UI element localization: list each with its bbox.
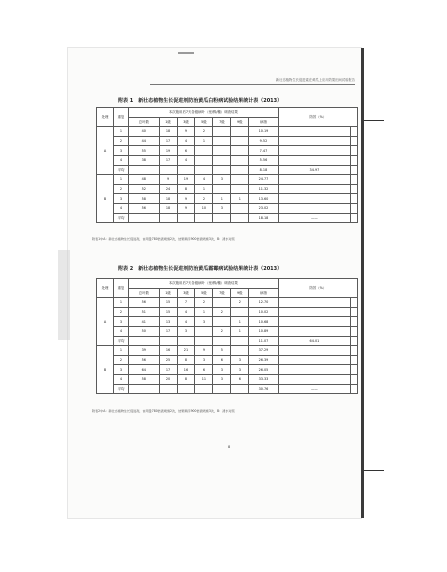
table-row bbox=[97, 307, 358, 317]
table-cell bbox=[129, 213, 160, 223]
table-row bbox=[97, 213, 358, 223]
table-row bbox=[97, 165, 358, 175]
table-cell: 10.68 bbox=[249, 317, 278, 327]
table-cell: 1 bbox=[231, 317, 249, 327]
table-cell: 19 bbox=[177, 175, 195, 185]
table-cell: 9 bbox=[177, 127, 195, 137]
edge-mark bbox=[364, 470, 384, 471]
table-cell: 3 bbox=[213, 365, 231, 375]
table-cell bbox=[177, 336, 195, 346]
column-header: 7级 bbox=[213, 288, 231, 298]
table-cell: 48 bbox=[129, 175, 160, 185]
table-cell: 1 bbox=[114, 175, 129, 185]
column-header: 本次施用后7天各级病叶（里/株/穗）调查结果 bbox=[129, 279, 279, 289]
table-cell: 4 bbox=[114, 155, 129, 165]
table-cell: 1 bbox=[114, 346, 129, 356]
table-cell: 4 bbox=[177, 155, 195, 165]
table-cell: 17 bbox=[159, 326, 177, 336]
table-cell: 2 bbox=[195, 194, 213, 204]
table-cell: 64.01 bbox=[278, 336, 350, 346]
table-cell: 平均 bbox=[114, 165, 129, 175]
column-header: 3级 bbox=[177, 288, 195, 298]
column-header: 9级 bbox=[231, 288, 249, 298]
table-cell bbox=[351, 326, 358, 336]
treatment-cell: A bbox=[97, 298, 114, 346]
table-cell bbox=[195, 336, 213, 346]
table-cell: 3 bbox=[231, 365, 249, 375]
table-cell: 44 bbox=[129, 136, 160, 146]
table-cell bbox=[351, 194, 358, 204]
table-cell bbox=[129, 336, 160, 346]
table-cell bbox=[278, 298, 350, 308]
table-cell: 50 bbox=[129, 326, 160, 336]
table2-note: 附表2中A：新壮态植物生长促进剂，亩用量780倍液喷施2次，结果顺序900倍液喷施3次，B：清水对照 bbox=[92, 409, 235, 413]
column-header: 本次施用后7天各级病叶（里/株/穗）调查结果 bbox=[129, 108, 279, 118]
table-cell: 56 bbox=[129, 298, 160, 308]
table-cell: 1 bbox=[231, 326, 249, 336]
column-header: 9级 bbox=[231, 117, 249, 127]
table-cell: 6 bbox=[231, 374, 249, 384]
table-cell: 7 bbox=[177, 298, 195, 308]
table-row bbox=[97, 346, 358, 356]
table-cell: 3 bbox=[231, 355, 249, 365]
table2-title: 附表 2 新壮态植物生长促进剂防治黄瓜霜霉病试验结果统计表（2013） bbox=[118, 266, 283, 272]
column-header: 处理 bbox=[97, 108, 114, 127]
table-cell: 41 bbox=[129, 317, 160, 327]
table-cell bbox=[278, 203, 350, 213]
table-cell bbox=[231, 384, 249, 394]
table-cell: 56 bbox=[129, 355, 160, 365]
edge-mark bbox=[364, 120, 384, 121]
table-row bbox=[97, 184, 358, 194]
table-cell: 4 bbox=[114, 203, 129, 213]
table-cell: 12.70 bbox=[249, 298, 278, 308]
table-cell bbox=[213, 165, 231, 175]
table-row bbox=[97, 127, 358, 137]
table-cell: 1 bbox=[231, 194, 249, 204]
table-cell bbox=[231, 203, 249, 213]
table-cell: 8 bbox=[177, 374, 195, 384]
table-cell bbox=[351, 307, 358, 317]
table-cell: 1 bbox=[195, 136, 213, 146]
table-row bbox=[97, 146, 358, 156]
table-header-row bbox=[97, 279, 358, 289]
table-row bbox=[97, 136, 358, 146]
table-cell bbox=[195, 165, 213, 175]
table-cell: 33.33 bbox=[249, 374, 278, 384]
table-cell bbox=[278, 155, 350, 165]
table-cell bbox=[278, 184, 350, 194]
table-cell: 17 bbox=[159, 155, 177, 165]
treatment-cell: B bbox=[97, 346, 114, 394]
table-cell: 64 bbox=[129, 365, 160, 375]
table-row bbox=[97, 155, 358, 165]
table-row bbox=[97, 326, 358, 336]
table-cell: 2 bbox=[195, 298, 213, 308]
table-cell: 8 bbox=[177, 355, 195, 365]
table-cell: 52 bbox=[129, 184, 160, 194]
table-cell: 18 bbox=[159, 127, 177, 137]
table-cell: 6 bbox=[195, 365, 213, 375]
table-cell: 5.56 bbox=[249, 155, 278, 165]
table-cell bbox=[213, 213, 231, 223]
table-cell bbox=[231, 213, 249, 223]
table-cell: 18 bbox=[159, 203, 177, 213]
table-cell: —— bbox=[278, 384, 350, 394]
table-row bbox=[97, 175, 358, 185]
table-cell: 40 bbox=[129, 127, 160, 137]
table-cell: 9.52 bbox=[249, 136, 278, 146]
table-cell bbox=[231, 175, 249, 185]
table-cell bbox=[278, 326, 350, 336]
column-header: 5级 bbox=[195, 117, 213, 127]
table-cell bbox=[231, 184, 249, 194]
table-cell: 38 bbox=[129, 155, 160, 165]
table-cell: 58 bbox=[129, 374, 160, 384]
table-cell: 9 bbox=[177, 194, 195, 204]
table-cell: 17 bbox=[159, 136, 177, 146]
column-header: 3级 bbox=[177, 117, 195, 127]
table-cell: 37.29 bbox=[249, 346, 278, 356]
table-cell: 51 bbox=[129, 307, 160, 317]
table-cell bbox=[351, 146, 358, 156]
table-cell bbox=[231, 127, 249, 137]
table-cell bbox=[351, 175, 358, 185]
table-cell: 平均 bbox=[114, 213, 129, 223]
table-cell: 11 bbox=[195, 374, 213, 384]
table-cell: 8.18 bbox=[249, 165, 278, 175]
table-row bbox=[97, 317, 358, 327]
table-cell: 6 bbox=[213, 355, 231, 365]
table-cell bbox=[177, 213, 195, 223]
table-cell: 18.18 bbox=[249, 213, 278, 223]
table-row bbox=[97, 203, 358, 213]
table-cell bbox=[159, 165, 177, 175]
table-row bbox=[97, 336, 358, 346]
table-cell: 10.89 bbox=[249, 326, 278, 336]
table-cell: 2 bbox=[213, 326, 231, 336]
table-row bbox=[97, 194, 358, 204]
table-cell bbox=[213, 317, 231, 327]
table-cell bbox=[351, 136, 358, 146]
table-cell bbox=[351, 165, 358, 175]
table-cell bbox=[177, 384, 195, 394]
table-cell bbox=[231, 146, 249, 156]
table-cell bbox=[278, 127, 350, 137]
table-cell bbox=[231, 346, 249, 356]
table-cell: 24 bbox=[159, 184, 177, 194]
table-row bbox=[97, 374, 358, 384]
column-header: 重复 bbox=[114, 279, 129, 298]
table-cell: 13.60 bbox=[249, 194, 278, 204]
table-cell: 6 bbox=[177, 146, 195, 156]
column-header: 总叶数 bbox=[129, 117, 160, 127]
table-cell bbox=[351, 365, 358, 375]
table-cell: 25 bbox=[159, 355, 177, 365]
table-cell bbox=[351, 184, 358, 194]
table-cell bbox=[278, 346, 350, 356]
table-cell: —— bbox=[278, 213, 350, 223]
table-cell bbox=[351, 203, 358, 213]
table-cell: 3 bbox=[213, 374, 231, 384]
table-cell bbox=[351, 127, 358, 137]
table-cell: 8 bbox=[177, 184, 195, 194]
table-cell bbox=[351, 317, 358, 327]
table-cell bbox=[195, 146, 213, 156]
table-cell: 20 bbox=[159, 374, 177, 384]
running-header: 新壮态植物生长促进素在黄瓜上应用效果田间试验报告 bbox=[150, 77, 355, 85]
table-cell bbox=[351, 384, 358, 394]
page-number: 8 bbox=[228, 445, 231, 449]
column-header: 病指 bbox=[249, 117, 278, 127]
table1 bbox=[96, 107, 358, 223]
table-cell: 34.97 bbox=[278, 165, 350, 175]
table-cell: 26.39 bbox=[249, 355, 278, 365]
table-cell: 4 bbox=[114, 374, 129, 384]
table-cell bbox=[351, 355, 358, 365]
table-cell: 58 bbox=[129, 194, 160, 204]
column-header: 5级 bbox=[195, 288, 213, 298]
table-cell bbox=[278, 317, 350, 327]
table-cell: 7.47 bbox=[249, 146, 278, 156]
table-cell: 3 bbox=[114, 146, 129, 156]
table-cell: 3 bbox=[114, 365, 129, 375]
table-cell: 1 bbox=[114, 298, 129, 308]
table-row bbox=[97, 298, 358, 308]
table-cell: 16 bbox=[177, 365, 195, 375]
table-cell bbox=[129, 384, 160, 394]
table-cell: 平均 bbox=[114, 384, 129, 394]
table-cell: 4 bbox=[177, 136, 195, 146]
table-cell bbox=[351, 336, 358, 346]
table-cell: 2 bbox=[114, 184, 129, 194]
table-cell: 4 bbox=[114, 326, 129, 336]
table-cell bbox=[278, 355, 350, 365]
table-cell bbox=[213, 384, 231, 394]
table-cell: 2 bbox=[114, 355, 129, 365]
table-row bbox=[97, 384, 358, 394]
table-cell bbox=[351, 346, 358, 356]
treatment-cell: B bbox=[97, 175, 114, 223]
scan-smudge bbox=[58, 250, 70, 340]
table-cell: 2 bbox=[114, 136, 129, 146]
table-cell bbox=[278, 194, 350, 204]
table-cell: 10.02 bbox=[249, 307, 278, 317]
table-cell: 3 bbox=[195, 317, 213, 327]
table-cell bbox=[213, 155, 231, 165]
table-cell: 3 bbox=[114, 194, 129, 204]
table-cell: 9 bbox=[195, 346, 213, 356]
page-edge bbox=[361, 48, 364, 518]
table-cell bbox=[159, 384, 177, 394]
table2 bbox=[96, 278, 358, 394]
table-cell: 21 bbox=[177, 346, 195, 356]
table-cell bbox=[278, 365, 350, 375]
table-cell: 23.02 bbox=[249, 203, 278, 213]
table-cell: 2 bbox=[114, 307, 129, 317]
table-cell bbox=[129, 165, 160, 175]
table-cell: 3 bbox=[195, 355, 213, 365]
table-cell: 9 bbox=[177, 203, 195, 213]
column-header: 1级 bbox=[159, 117, 177, 127]
table-cell bbox=[231, 307, 249, 317]
column-header: 防效（%） bbox=[278, 108, 357, 127]
table-cell bbox=[278, 146, 350, 156]
table-cell bbox=[351, 155, 358, 165]
table-cell: 17 bbox=[159, 365, 177, 375]
table-cell: 55 bbox=[129, 146, 160, 156]
table-cell: 1 bbox=[195, 184, 213, 194]
table-cell: 11.07 bbox=[249, 336, 278, 346]
table-cell bbox=[231, 136, 249, 146]
table-cell bbox=[351, 374, 358, 384]
table-cell bbox=[195, 155, 213, 165]
table-cell bbox=[213, 336, 231, 346]
table-cell bbox=[278, 307, 350, 317]
table-cell bbox=[231, 155, 249, 165]
table-cell: 56 bbox=[129, 203, 160, 213]
table-cell: 10 bbox=[195, 203, 213, 213]
table-cell bbox=[213, 127, 231, 137]
table-cell: 4 bbox=[195, 175, 213, 185]
table-cell bbox=[195, 326, 213, 336]
table-cell: 2 bbox=[195, 127, 213, 137]
table-cell: 11.32 bbox=[249, 184, 278, 194]
table-cell bbox=[351, 298, 358, 308]
table-cell: 1 bbox=[195, 307, 213, 317]
table-cell: 15 bbox=[159, 298, 177, 308]
table1-note: 附表1中A：新壮态植物生长促进剂，亩用量780倍液喷施2次，结果顺序900倍液喷施3次，B：清水对照 bbox=[92, 237, 235, 241]
column-header: 处理 bbox=[97, 279, 114, 298]
column-header: 1级 bbox=[159, 288, 177, 298]
table-cell: 1 bbox=[213, 194, 231, 204]
table-cell: 2 bbox=[213, 307, 231, 317]
column-header: 7级 bbox=[213, 117, 231, 127]
table-cell: 9 bbox=[159, 175, 177, 185]
table-cell: 10.19 bbox=[249, 127, 278, 137]
table-cell: 4 bbox=[177, 317, 195, 327]
table-row bbox=[97, 355, 358, 365]
table-cell: 26.05 bbox=[249, 365, 278, 375]
table-cell bbox=[177, 165, 195, 175]
table-cell: 2 bbox=[231, 298, 249, 308]
treatment-cell: A bbox=[97, 127, 114, 175]
table-cell bbox=[213, 298, 231, 308]
table-cell bbox=[213, 184, 231, 194]
column-header: 防效（%） bbox=[278, 279, 357, 298]
table-cell bbox=[213, 146, 231, 156]
table1-title: 附表 1 新壮态植物生长促进剂防治黄瓜白粉病试验结果统计表（2013） bbox=[118, 98, 283, 104]
column-header: 重复 bbox=[114, 108, 129, 127]
table-cell bbox=[278, 136, 350, 146]
table-cell: 19 bbox=[159, 146, 177, 156]
table-cell bbox=[278, 175, 350, 185]
scan-mark bbox=[178, 52, 194, 54]
table-cell: 3 bbox=[213, 175, 231, 185]
table-cell bbox=[231, 336, 249, 346]
table-cell: 15 bbox=[159, 307, 177, 317]
table-cell: 3 bbox=[213, 203, 231, 213]
table-cell bbox=[351, 213, 358, 223]
table-cell: 3 bbox=[114, 317, 129, 327]
table-cell: 3 bbox=[177, 326, 195, 336]
table-cell bbox=[159, 213, 177, 223]
table-cell bbox=[213, 136, 231, 146]
table-cell: 1 bbox=[114, 127, 129, 137]
table-cell bbox=[195, 384, 213, 394]
table-cell: 平均 bbox=[114, 336, 129, 346]
column-header: 病指 bbox=[249, 288, 278, 298]
table-cell: 30.76 bbox=[249, 384, 278, 394]
table-cell: 18 bbox=[159, 194, 177, 204]
table-cell bbox=[195, 213, 213, 223]
table-cell bbox=[278, 374, 350, 384]
table-header-row bbox=[97, 108, 358, 118]
table-row bbox=[97, 365, 358, 375]
table-cell bbox=[159, 336, 177, 346]
table-cell: 5 bbox=[213, 346, 231, 356]
table-cell: 16 bbox=[159, 346, 177, 356]
table-cell: 4 bbox=[177, 307, 195, 317]
table-cell: 13 bbox=[159, 317, 177, 327]
column-header: 总叶数 bbox=[129, 288, 160, 298]
table-cell bbox=[231, 165, 249, 175]
table-cell: 24.77 bbox=[249, 175, 278, 185]
table-cell: 39 bbox=[129, 346, 160, 356]
